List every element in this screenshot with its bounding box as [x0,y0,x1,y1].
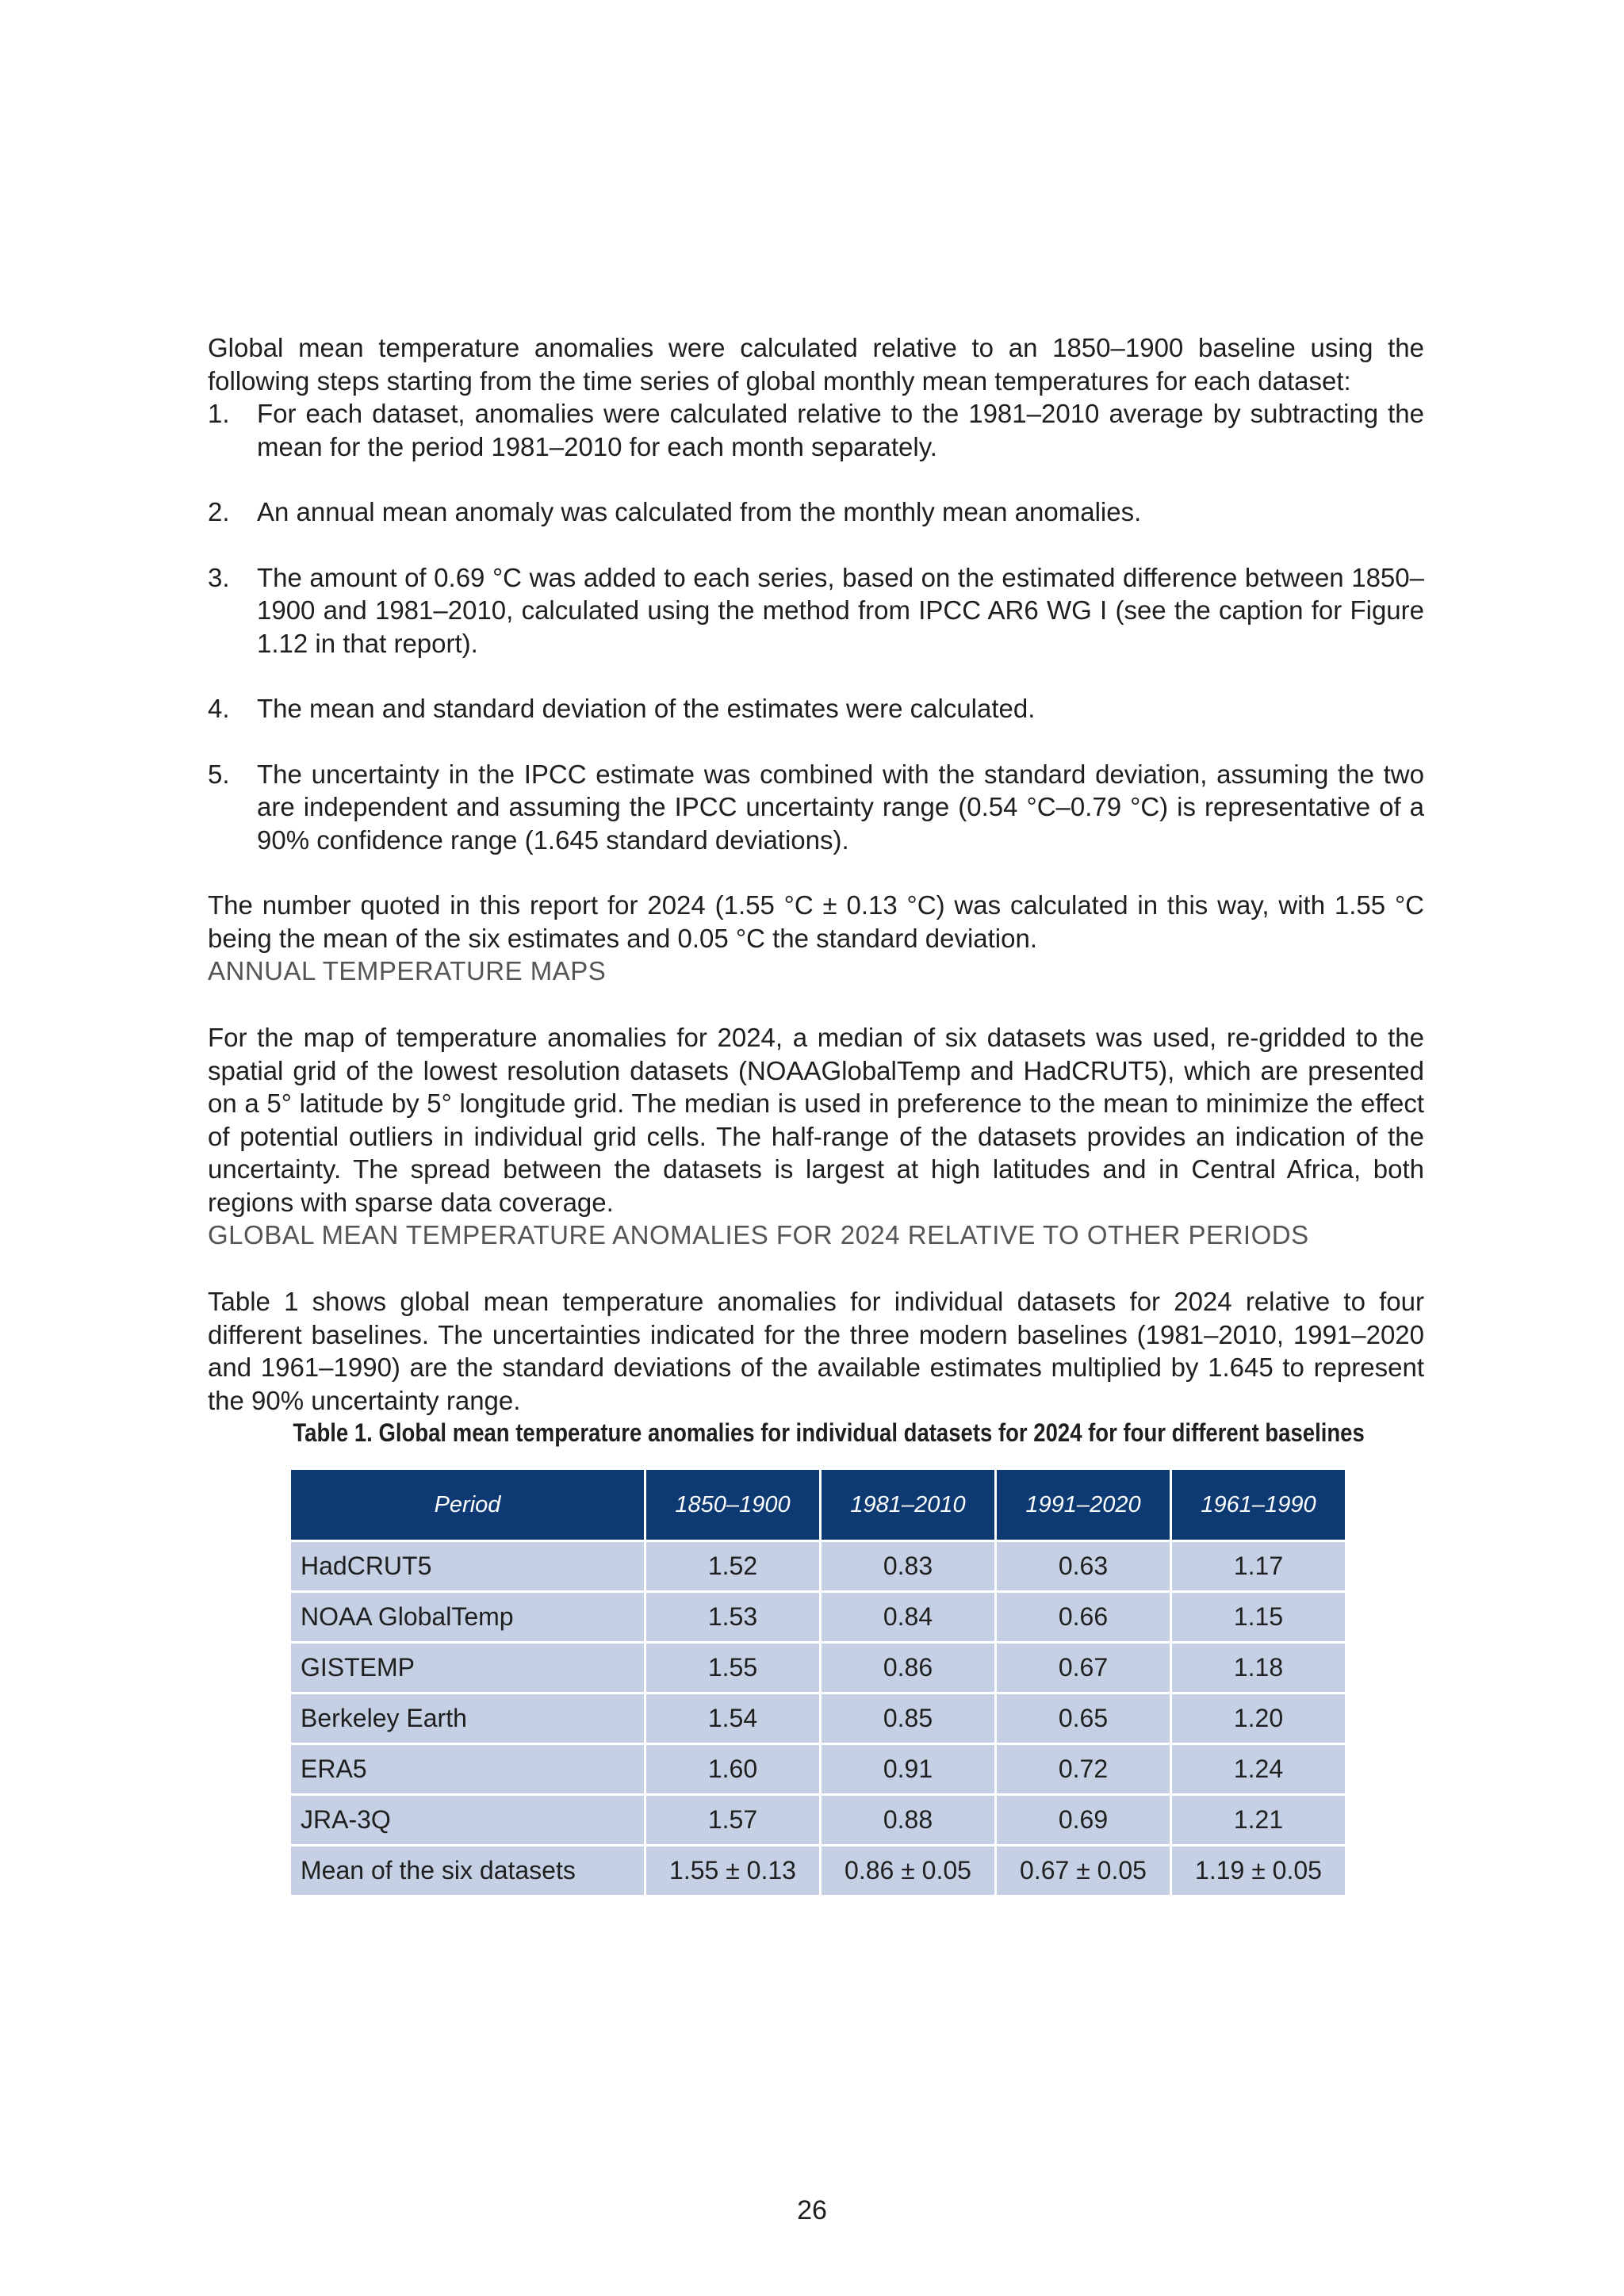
table-cell: 0.91 [822,1745,994,1793]
table-row [291,1796,1345,1844]
table-cell: 0.67 [997,1644,1170,1692]
page-content [208,331,1424,1897]
table-cell-dataset: JRA-3Q [291,1796,644,1844]
list-item [208,496,1424,529]
table-row-mean [291,1846,1345,1895]
table-cell: 0.85 [822,1694,994,1743]
table-header-cell: 1981–2010 [822,1470,994,1540]
table-cell-dataset: GISTEMP [291,1644,644,1692]
table-cell: 0.72 [997,1745,1170,1793]
table-cell: 1.21 [1172,1796,1345,1844]
table-cell: 1.24 [1172,1745,1345,1793]
list-item-number: 5. [208,759,230,789]
table-cell: 0.67 ± 0.05 [997,1846,1170,1895]
table-cell: 1.60 [646,1745,819,1793]
table-cell-dataset: Berkeley Earth [291,1694,644,1743]
table-cell: 1.17 [1172,1542,1345,1590]
table-caption: Table 1. Global mean temperature anomalies for individual datasets for 2024 for four different baselines [293,1418,1365,1447]
anomalies-table [289,1468,1347,1897]
table-header-cell: 1850–1900 [646,1470,819,1540]
table-cell: 1.53 [646,1593,819,1641]
section-paragraph-anomalies: Table 1 shows global mean temperature anomalies for individual datasets for 2024 relative to four different baselines. The uncertainties indicated for the three modern baselines (1981–2010, 1991–2020 and 1961–1990) are the standard deviations of the available estimates multiplied by 1.645 to represent the 90% uncertainty range. [208,1287,1424,1415]
table-cell-dataset: ERA5 [291,1745,644,1793]
table-cell: 1.20 [1172,1694,1345,1743]
list-item-text: An annual mean anomaly was calculated from the monthly mean anomalies. [257,497,1142,526]
table-cell-dataset: Mean of the six datasets [291,1846,644,1895]
intro-paragraph: Global mean temperature anomalies were calculated relative to an 1850–1900 baseline using the following steps starting from the time series of global monthly mean temperatures for each dataset: [208,333,1424,396]
list-item-text: The uncertainty in the IPCC estimate was combined with the standard deviation, assuming the two are independent and assuming the IPCC uncertainty range (0.54 °C–0.79 °C) is representative of a 90% confidence range (1.645 standard deviations). [257,759,1424,855]
table-row [291,1694,1345,1743]
table-header-cell: 1961–1990 [1172,1470,1345,1540]
table-header-cell: 1991–2020 [997,1470,1170,1540]
table-cell: 1.18 [1172,1644,1345,1692]
list-item [208,758,1424,857]
table-cell: 0.83 [822,1542,994,1590]
table-cell: 0.65 [997,1694,1170,1743]
table-cell: 0.69 [997,1796,1170,1844]
list-item-number: 1. [208,399,230,428]
list-item [208,397,1424,463]
section-heading-anomalies: GLOBAL MEAN TEMPERATURE ANOMALIES FOR 2024 RELATIVE TO OTHER PERIODS [208,1220,1309,1249]
table-header-row [291,1470,1345,1540]
table-row [291,1745,1345,1793]
table-row [291,1593,1345,1641]
list-item [208,561,1424,660]
table-cell: 0.84 [822,1593,994,1641]
list-item-text: The amount of 0.69 °C was added to each series, based on the estimated difference between 1850–1900 and 1981–2010, calculated using the method from IPCC AR6 WG I (see the caption for Figure 1.12 in that report). [257,562,1424,658]
table-cell-dataset: HadCRUT5 [291,1542,644,1590]
table-cell: 1.52 [646,1542,819,1590]
list-item-number: 4. [208,694,230,723]
section-heading-maps: ANNUAL TEMPERATURE MAPS [208,956,607,985]
table-cell: 1.54 [646,1694,819,1743]
table-cell: 0.86 ± 0.05 [822,1846,994,1895]
table-cell-dataset: NOAA GlobalTemp [291,1593,644,1641]
table-cell: 0.66 [997,1593,1170,1641]
section-paragraph-maps: For the map of temperature anomalies for 2024, a median of six datasets was used, re-gridded to the spatial grid of the lowest resolution datasets (NOAAGlobalTemp and HadCRUT5), which are presented on a 5° latitude by 5° longitude grid. The median is used in preference to the mean to minimize the effect of potential outliers in individual grid cells. The half-range of the datasets provides an indication of the uncertainty. The spread between the datasets is largest at high latitudes and in Central Africa, both regions with sparse data coverage. [208,1023,1424,1217]
steps-list [208,397,1424,856]
table-cell: 0.86 [822,1644,994,1692]
list-item [208,692,1424,725]
table-cell: 1.55 ± 0.13 [646,1846,819,1895]
list-item-text: For each dataset, anomalies were calculated relative to the 1981–2010 average by subtracting the mean for the period 1981–2010 for each month separately. [257,399,1424,461]
table-cell: 0.63 [997,1542,1170,1590]
table-cell: 1.55 [646,1644,819,1692]
table-row [291,1644,1345,1692]
table-cell: 0.88 [822,1796,994,1844]
table-cell: 1.57 [646,1796,819,1844]
list-item-number: 2. [208,497,230,526]
page-number: 26 [797,2195,827,2225]
list-item-text: The mean and standard deviation of the estimates were calculated. [257,694,1036,723]
closing-paragraph: The number quoted in this report for 2024 (1.55 °C ± 0.13 °C) was calculated in this way, with 1.55 °C being the mean of the six estimates and 0.05 °C the standard deviation. [208,890,1424,953]
table-row [291,1542,1345,1590]
table-header-cell: Period [291,1470,644,1540]
table-cell: 1.19 ± 0.05 [1172,1846,1345,1895]
list-item-number: 3. [208,562,230,592]
table-cell: 1.15 [1172,1593,1345,1641]
